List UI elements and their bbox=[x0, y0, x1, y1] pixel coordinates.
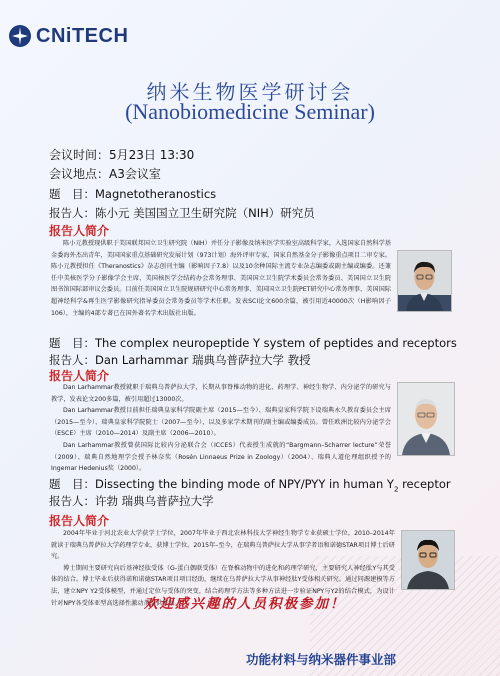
logo-text: CNiTECH bbox=[36, 24, 129, 47]
talk-2-bio bbox=[51, 382, 391, 475]
talk-3-bio-heading: 报告人简介 bbox=[49, 514, 110, 528]
talk-2-bio-heading: 报告人简介 bbox=[49, 369, 110, 383]
speaker-text: Dan Larhammar 瑞典乌普萨拉大学 教授 bbox=[95, 353, 311, 367]
topic-subscript: 2 bbox=[393, 485, 399, 494]
bio-paragraph: Dan Larhammar教授目前担任瑞典皇家科学院副主席（2015—至今）、瑞典皇家科学院下设瑞典永久教育委员会主席（2015—至今）、瑞典皇家科学院院士（2007—至今），以及多家学术期刊的副主编或编委成员。曾任欧洲比较内分泌学会（ESCE）主席（2010—2014）及副主席（2006—2010）。 bbox=[51, 407, 391, 438]
talk-1-topic bbox=[49, 186, 216, 202]
department-name: 功能材料与纳米器件事业部 bbox=[246, 652, 397, 667]
meeting-place-label: 会议地点： bbox=[49, 167, 110, 181]
cnitech-logo bbox=[8, 24, 128, 48]
topic-text: The complex neuropeptide Y system of peptides and receptors bbox=[95, 336, 457, 350]
logo-mark-icon bbox=[8, 24, 32, 48]
meeting-time-label: 会议时间： bbox=[49, 148, 110, 162]
speaker-1-photo bbox=[397, 250, 452, 312]
talk-2-speaker bbox=[49, 352, 311, 368]
meeting-place bbox=[49, 165, 161, 182]
welcome-message: 欢迎感兴趣的人员积极参加！ bbox=[144, 596, 346, 611]
meeting-time bbox=[49, 146, 194, 163]
topic-label: 题 目： bbox=[49, 477, 95, 491]
talk-1-bio-heading: 报告人简介 bbox=[49, 224, 110, 238]
talk-2-topic bbox=[49, 335, 457, 351]
speaker-2-photo bbox=[397, 382, 455, 456]
topic-label: 题 目： bbox=[49, 187, 95, 201]
speaker-label: 报告人： bbox=[49, 353, 95, 367]
talk-1-bio: 陈小元教授现供职于美国联邦国立卫生研究院（NIH）并任分子影像及纳米医学实验室高级科学家，入选国家自然科学基金委海外杰出青年，美国国家重点基础研究发展计划（973计划）海外评审专家，国家自然基金分子影像重点项目二审专家。陈小元教授担任《Theranostics》杂志创刊主编（影响因子7.8）以及10余种国际主流专业杂志编委或副主编或编委。还兼任中美核医学分子影像学会主席、美国核医学会结药办会常务理事、美国国立卫生院学术委员会常务委员、美国国立卫生院图书馆国际部审议会委员。目前任美国国立卫生院规研研究中心常务理事、美国国立卫生院PET研究中心常务理事、美国国际超神经科学&再生医学影像研究指导委员会常务委员等学术任职。发表SCI论文600余篇，被引用近40000次（H影响因子106），主编的4部专著已在国外著名学术出版社出版。 bbox=[51, 240, 391, 317]
talk-3-topic bbox=[49, 476, 451, 493]
topic-label: 题 目： bbox=[49, 336, 95, 350]
seminar-title-cn: 纳米生物医学研讨会 bbox=[146, 80, 354, 104]
bio-paragraph: 博士期间主要研究向后基神经肽受体（G-蛋白偶联受体）在脊椎动物中的进化和药理学研究，主要研究人神经肽Y与其受体的结合。博士毕业后获得诺和诺德STAR项目项目经助，继续在乌普萨拉大学从事神经肽Y受体相关研究。通过同源建模等方法，建立NPY Y2受体模型，并通过定位与受体的突变，结合药理学方法等多种方法进一步验证NPY与Y2的结合模式，为设计针对NPY各受体亚型高选择性激动剂提供依据。 bbox=[51, 564, 395, 607]
talk-3-speaker bbox=[49, 493, 214, 509]
bio-paragraph: Dan Larhammar教授就职于瑞典乌普萨拉大学，长期从事脊椎动物的进化、药理学、神经生物学、内分泌学的研究与教学，发表论文200多篇，被引用超过13000次。 bbox=[51, 384, 391, 403]
speaker-3-photo bbox=[401, 530, 455, 590]
bio-paragraph: 2004年毕业于河北农业大学获学士学位，2007年毕业于西北农林科技大学神经生物学专业获硕士学位。2010–2014年就读于瑞典乌普萨拉大学药理学专业，获博士学位。2015年–至今，在瑞典乌普萨拉大学从事学者语和诺德STAR项目博士后研究。 bbox=[51, 530, 395, 561]
bio-paragraph: Dan Larhammar教授曾获国际比较内分泌联合会（ICCES）代表授生成就的“Bargmann–Scharrer lecture”荣誉（2009）、瑞典自然地理学会授予林奈奖（Rosén Linnaeus Prize in Zoology）（2004）、瑞典人道伦理组织授予的Ingemar Hedenius奖（2000）。 bbox=[51, 441, 391, 473]
speaker-text: 许勃 瑞典乌普萨拉大学 bbox=[95, 494, 214, 508]
speaker-label: 报告人： bbox=[49, 494, 95, 508]
seminar-title-en: (Nanobiomedicine Seminar) bbox=[125, 99, 375, 124]
topic-text: Magnetotheranostics bbox=[95, 187, 217, 201]
meeting-place-value: A3会议室 bbox=[109, 167, 161, 181]
speaker-text: 陈小元 美国国立卫生研究院（NIH）研究员 bbox=[95, 206, 315, 220]
speaker-label: 报告人： bbox=[49, 206, 95, 220]
talk-1-speaker bbox=[49, 205, 315, 221]
meeting-time-value: 5月23日 13:30 bbox=[109, 148, 195, 162]
topic-text: Dissecting the binding mode of NPY/PYY in human Y bbox=[95, 477, 394, 491]
topic-tail: receptor bbox=[398, 477, 451, 491]
